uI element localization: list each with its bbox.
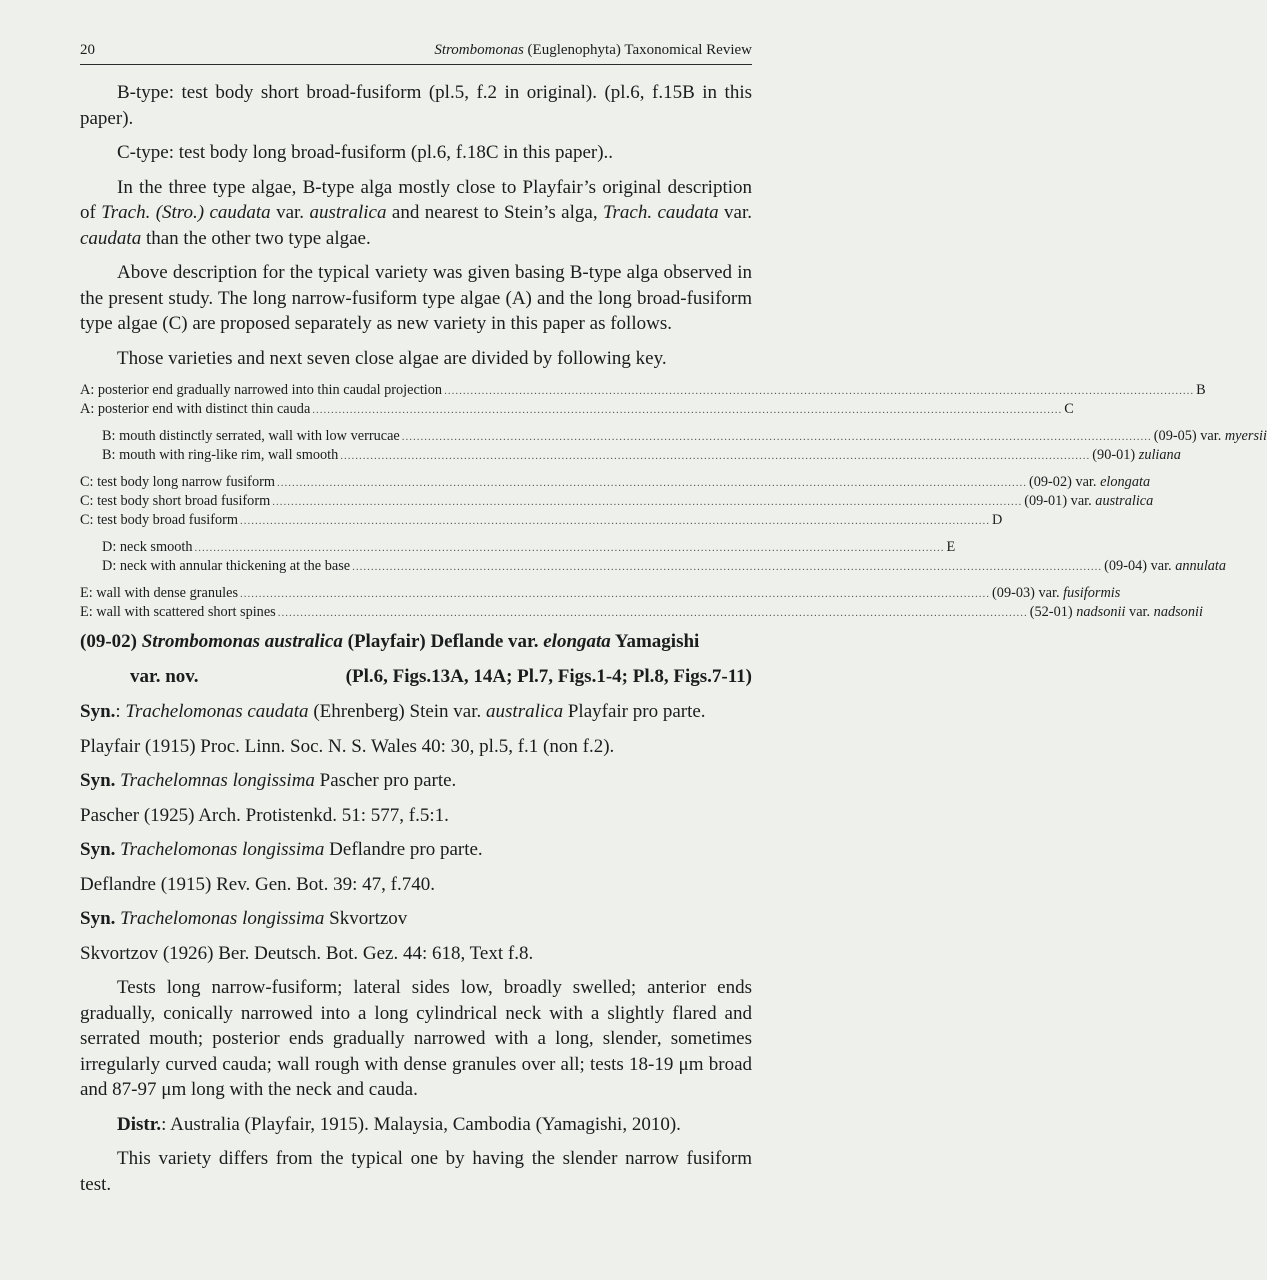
key-taxon-name: elongata (1100, 473, 1151, 490)
key-row (80, 538, 956, 557)
text-run: Playfair pro parte. (563, 701, 706, 723)
key-result-text: var. (1038, 584, 1064, 601)
key-taxon-name: fusiformis (1063, 584, 1121, 601)
key-result (1196, 381, 1206, 399)
key-taxon-name: nadsonii (1153, 604, 1203, 621)
page-number: 20 (80, 42, 95, 58)
taxon-name: australica (486, 701, 564, 723)
taxon-name: caudata (80, 227, 142, 249)
key-result (1029, 473, 1150, 491)
key-couplet-text: E: wall with scattered short spines (80, 604, 276, 621)
closing-paragraph: This variety differs from the typical one by having the slender narrow fusiform test. (80, 1148, 752, 1195)
key-row (80, 603, 1203, 622)
key-couplet-text: A: posterior end with distinct thin cauda (80, 401, 311, 418)
key-group (80, 427, 1267, 466)
species-name: Strombomonas australica (141, 631, 343, 653)
paragraph-three-type (80, 175, 752, 252)
dot-leader: ........................................................................................................................................................................................................ (352, 561, 1103, 574)
key-result-text: (52-01) (1029, 604, 1077, 621)
key-taxon-name: australica (1095, 493, 1154, 510)
key-result-text: var. (1075, 473, 1101, 490)
taxon-name: Trachelomonas caudata (125, 701, 309, 723)
dot-leader: ........................................................................................................................................................................................................ (240, 515, 991, 528)
dot-leader: ........................................................................................................................................................................................................ (272, 496, 1023, 509)
variety-author: Yamagishi (610, 631, 700, 653)
dot-leader: ........................................................................................................................................................................................................ (340, 450, 1091, 463)
key-row (80, 557, 1227, 576)
key-group (80, 473, 1154, 531)
key-result-text: var. (1200, 427, 1225, 444)
key-couplet-text: B: mouth distinctly serrated, wall with low verrucae (102, 427, 400, 444)
key-couplet-text: C: test body short broad fusiform (80, 493, 271, 510)
taxon-name: Trachelomonas longissima (120, 908, 325, 930)
taxon-name: Trach. caudata (602, 202, 719, 223)
syn-label: Syn. (80, 839, 116, 861)
text-run: : (115, 701, 126, 723)
key-row (80, 473, 1151, 492)
syn-label: Syn. (80, 770, 116, 792)
species-code: (09-02) (80, 631, 142, 653)
paragraph-c-type: C-type: test body long broad-fusiform (pl.6, f.18C in this paper).. (117, 142, 614, 163)
key-taxon-name: annulata (1175, 558, 1227, 575)
key-result-text: (09-02) (1028, 473, 1076, 490)
synonym-1 (80, 699, 752, 725)
key-group (80, 381, 1206, 420)
key-row (80, 427, 1267, 446)
dot-leader: ........................................................................................................................................................................................................ (194, 541, 945, 554)
key-result-text: C (1064, 401, 1074, 418)
text-run: var. (718, 202, 753, 223)
key-group (80, 584, 1203, 623)
key-couplet-text: A: posterior end gradually narrowed into thin caudal projection (80, 382, 443, 398)
running-title (434, 42, 752, 59)
text-run: Deflandre pro parte. (324, 839, 483, 861)
distr-label: Distr. (117, 1113, 162, 1135)
key-result (1024, 492, 1153, 510)
text-run: (Ehrenberg) Stein var. (308, 701, 487, 723)
reference-4: Skvortzov (1926) Ber. Deutsch. Bot. Gez. 44: 618, Text f.8. (80, 942, 534, 964)
key-taxon-name: nadsonii (1076, 604, 1126, 621)
identification-key (80, 381, 1267, 622)
key-taxon-name: zuliana (1138, 447, 1181, 464)
running-title-genus: Strombomonas (434, 42, 524, 58)
text-run: Skvortzov (324, 908, 408, 930)
key-couplet-text: C: test body long narrow fusiform (80, 473, 275, 490)
species-heading-line2 (80, 664, 752, 690)
syn-label: Syn. (80, 908, 116, 930)
distr-text: : Australia (Playfair, 1915). Malaysia, Cambodia (Yamagishi, 2010). (161, 1113, 681, 1135)
key-result-text: (09-01) (1024, 493, 1071, 510)
syn-label: Syn. (80, 701, 116, 723)
reference-1: Playfair (1915) Proc. Linn. Soc. N. S. Wales 40: 30, pl.5, f.1 (non f.2). (80, 735, 615, 757)
paragraph-b-type: B-type: test body short broad-fusiform (pl.5, f.2 in original). (pl.6, f.15B in this paper). (80, 82, 752, 129)
text-run: Pascher pro parte. (314, 770, 457, 792)
key-couplet-text: D: neck with annular thickening at the base (102, 558, 351, 575)
plate-references: (Pl.6, Figs.13A, 14A; Pl.7, Figs.1-4; Pl.8, Figs.7-11) (345, 666, 752, 688)
taxon-name: Trach. (Stro.) caudata (101, 202, 271, 223)
text-run: than the other two type algae. (141, 227, 371, 249)
species-author: (Playfair) Deflande var. (342, 631, 544, 653)
var-nov: var. nov. (130, 666, 199, 688)
synonym-3 (80, 837, 752, 863)
paragraph-those: Those varieties and next seven close algae are divided by following key. (117, 347, 667, 369)
dot-leader: ........................................................................................................................................................................................................ (277, 607, 1028, 620)
key-row (80, 584, 1121, 603)
synonym-4 (80, 906, 752, 932)
key-result (947, 538, 956, 556)
distribution (80, 1112, 752, 1138)
key-result-text: E (946, 538, 956, 555)
reference-2: Pascher (1925) Arch. Protistenkd. 51: 577, f.5:1. (80, 804, 449, 826)
reference-3: Deflandre (1915) Rev. Gen. Bot. 39: 47, f.740. (80, 873, 435, 895)
description: Tests long narrow-fusiform; lateral sides low, broadly swelled; anterior ends gradually, conically narrowed into a long cylindrical neck with a slightly flared and serrated mouth; posterior ends gradually narrowed with a long, slender, sometimes irregularly curved cauda; wall rough with dense granules over all; tests 18-19 μm broad and 87-97 μm long with the neck and cauda. (80, 977, 752, 1101)
taxon-name: australica (309, 202, 387, 223)
key-result-text: var. (1070, 493, 1096, 510)
running-header (80, 42, 752, 65)
key-result (992, 584, 1120, 602)
dot-leader: ........................................................................................................................................................................................................ (401, 430, 1152, 443)
dot-leader: ........................................................................................................................................................................................................ (312, 404, 1063, 417)
paragraph-above: Above description for the typical variety was given basing B-type alga observed in the present study. The long narrow-fusiform type algae (A) and the long broad-fusiform type algae (C) are proposed separately as new variety in this paper as follows. (80, 262, 752, 334)
synonym-2 (80, 768, 752, 794)
taxon-name: Trachelomnas longissima (120, 770, 315, 792)
key-couplet-text: D: neck smooth (102, 538, 193, 555)
key-result-text: D (992, 512, 1003, 529)
text-run: In the three type algae, B-type alga mostly close to Playfair’s original description of (80, 176, 752, 223)
key-result-text: B (1196, 382, 1206, 398)
key-couplet-text: E: wall with dense granules (80, 584, 239, 601)
key-result (1154, 427, 1267, 445)
taxon-name: Trachelomonas longissima (120, 839, 325, 861)
key-result-text: (09-05) (1153, 427, 1201, 444)
key-result-text: (09-03) (992, 584, 1039, 601)
dot-leader: ........................................................................................................................................................................................................ (240, 587, 991, 600)
variety-name: elongata (543, 631, 611, 653)
key-couplet-text: C: test body broad fusiform (80, 512, 239, 529)
text-run: and nearest to Stein’s alga, (386, 202, 603, 223)
dot-leader: ........................................................................................................................................................................................................ (276, 476, 1027, 489)
text-run: var. (270, 202, 310, 223)
running-title-rest: (Euglenophyta) Taxonomical Review (523, 42, 752, 58)
key-result (1092, 446, 1181, 464)
key-row (80, 492, 1154, 511)
species-heading (80, 629, 752, 655)
key-result-text: var. (1125, 604, 1154, 621)
key-couplet-text: B: mouth with ring-like rim, wall smooth (102, 447, 339, 464)
body-text (80, 80, 1267, 1206)
key-result-text: (90-01) (1092, 447, 1139, 464)
dot-leader: ........................................................................................................................................................................................................ (444, 385, 1195, 397)
key-result (1030, 603, 1203, 621)
key-taxon-name: myersii (1224, 427, 1267, 444)
key-result-text: var. (1150, 558, 1176, 575)
key-result-text: (09-04) (1104, 558, 1151, 575)
key-row (80, 446, 1181, 465)
key-row (80, 400, 1074, 419)
key-row (80, 381, 1206, 400)
key-result (1064, 400, 1074, 418)
key-group (80, 538, 1227, 577)
key-result (1104, 557, 1226, 575)
key-row (80, 511, 1003, 530)
key-result (992, 511, 1002, 529)
